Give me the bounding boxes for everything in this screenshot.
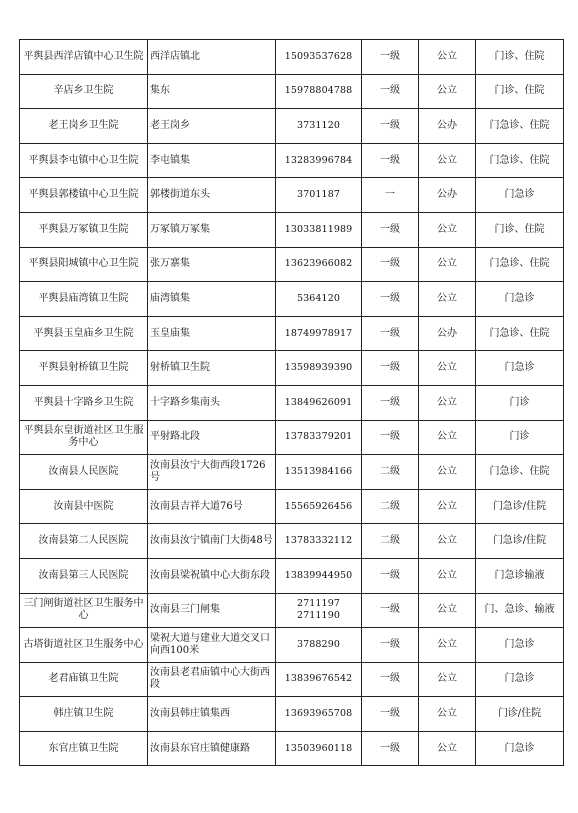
ownership-cell: 公立 — [419, 420, 476, 455]
phone-cell: 18749978917 — [276, 316, 362, 351]
service-cell: 门急诊输液 — [476, 558, 564, 593]
address-cell: 平射路北段 — [148, 420, 276, 455]
level-cell: 一级 — [362, 351, 419, 386]
hospital-name-cell: 汝南县第二人民医院 — [20, 524, 148, 559]
hospital-name-cell: 汝南县中医院 — [20, 489, 148, 524]
phone-cell: 13693965708 — [276, 697, 362, 732]
table-row — [20, 731, 564, 766]
service-cell: 门诊、住院 — [476, 212, 564, 247]
table-row — [20, 697, 564, 732]
ownership-cell: 公立 — [419, 143, 476, 178]
service-cell: 门诊、住院 — [476, 74, 564, 109]
ownership-cell: 公立 — [419, 40, 476, 75]
level-cell: 一级 — [362, 316, 419, 351]
phone-cell: 15093537628 — [276, 40, 362, 75]
hospital-name-cell: 汝南县人民医院 — [20, 455, 148, 490]
phone-cell: 3701187 — [276, 178, 362, 213]
address-cell: 汝南县东官庄镇健康路 — [148, 731, 276, 766]
address-cell: 汝南县韩庄镇集西 — [148, 697, 276, 732]
level-cell: 一级 — [362, 143, 419, 178]
ownership-cell: 公办 — [419, 316, 476, 351]
table-row — [20, 74, 564, 109]
table-row — [20, 558, 564, 593]
table-row — [20, 143, 564, 178]
level-cell: 一级 — [362, 420, 419, 455]
hospital-name-cell: 汝南县第三人民医院 — [20, 558, 148, 593]
hospital-name-cell: 平舆县郭楼镇中心卫生院 — [20, 178, 148, 213]
phone-cell: 2711197 2711190 — [276, 593, 362, 628]
table-row — [20, 351, 564, 386]
phone-cell: 13513984166 — [276, 455, 362, 490]
table-row — [20, 282, 564, 317]
address-cell: 庙湾镇集 — [148, 282, 276, 317]
ownership-cell: 公立 — [419, 524, 476, 559]
table-row — [20, 593, 564, 628]
ownership-cell: 公立 — [419, 385, 476, 420]
phone-cell: 13033811989 — [276, 212, 362, 247]
level-cell: 一级 — [362, 697, 419, 732]
table-row — [20, 109, 564, 144]
service-cell: 门、急诊、输液 — [476, 593, 564, 628]
hospital-name-cell: 平舆县玉皇庙乡卫生院 — [20, 316, 148, 351]
address-cell: 李屯镇集 — [148, 143, 276, 178]
phone-cell: 13598939390 — [276, 351, 362, 386]
level-cell: 二级 — [362, 455, 419, 490]
service-cell: 门急诊 — [476, 178, 564, 213]
ownership-cell: 公立 — [419, 662, 476, 697]
address-cell: 张万寨集 — [148, 247, 276, 282]
hospital-name-cell: 老君庙镇卫生院 — [20, 662, 148, 697]
hospital-name-cell: 辛店乡卫生院 — [20, 74, 148, 109]
ownership-cell: 公立 — [419, 558, 476, 593]
level-cell: 一级 — [362, 558, 419, 593]
service-cell: 门急诊、住院 — [476, 316, 564, 351]
table-row — [20, 524, 564, 559]
level-cell: 二级 — [362, 489, 419, 524]
hospital-name-cell: 平舆县十字路乡卫生院 — [20, 385, 148, 420]
ownership-cell: 公立 — [419, 282, 476, 317]
hospital-name-cell: 老王岗乡卫生院 — [20, 109, 148, 144]
address-cell: 汝南县汝宁大街西段1726号 — [148, 455, 276, 490]
table-row — [20, 40, 564, 75]
address-cell: 汝南县老君庙镇中心大街西段 — [148, 662, 276, 697]
service-cell: 门急诊 — [476, 628, 564, 663]
table-row — [20, 247, 564, 282]
phone-cell: 13839676542 — [276, 662, 362, 697]
service-cell: 门急诊 — [476, 282, 564, 317]
level-cell: 一级 — [362, 40, 419, 75]
table-row — [20, 489, 564, 524]
address-cell: 西洋店镇北 — [148, 40, 276, 75]
ownership-cell: 公立 — [419, 731, 476, 766]
service-cell: 门诊/住院 — [476, 697, 564, 732]
address-cell: 射桥镇卫生院 — [148, 351, 276, 386]
level-cell: 二级 — [362, 524, 419, 559]
ownership-cell: 公立 — [419, 628, 476, 663]
address-cell: 十字路乡集南头 — [148, 385, 276, 420]
service-cell: 门诊 — [476, 385, 564, 420]
level-cell: 一级 — [362, 74, 419, 109]
address-cell: 玉皇庙集 — [148, 316, 276, 351]
address-cell: 汝南县吉祥大道76号 — [148, 489, 276, 524]
hospital-name-cell: 平舆县阳城镇中心卫生院 — [20, 247, 148, 282]
ownership-cell: 公立 — [419, 489, 476, 524]
service-cell: 门急诊、住院 — [476, 247, 564, 282]
table-row — [20, 212, 564, 247]
ownership-cell: 公办 — [419, 109, 476, 144]
hospital-name-cell: 平舆县东皇街道社区卫生服务中心 — [20, 420, 148, 455]
phone-cell: 13839944950 — [276, 558, 362, 593]
service-cell: 门急诊 — [476, 731, 564, 766]
hospital-name-cell: 平舆县射桥镇卫生院 — [20, 351, 148, 386]
table-row — [20, 178, 564, 213]
level-cell: 一级 — [362, 109, 419, 144]
hospital-name-cell: 平舆县西洋店镇中心卫生院 — [20, 40, 148, 75]
hospital-table-body — [20, 40, 564, 766]
ownership-cell: 公立 — [419, 247, 476, 282]
address-cell: 汝南县汝宁镇南门大街48号 — [148, 524, 276, 559]
ownership-cell: 公立 — [419, 593, 476, 628]
service-cell: 门急诊/住院 — [476, 489, 564, 524]
address-cell: 集东 — [148, 74, 276, 109]
phone-cell: 13783379201 — [276, 420, 362, 455]
hospital-name-cell: 平舆县万冢镇卫生院 — [20, 212, 148, 247]
level-cell: 一级 — [362, 731, 419, 766]
address-cell: 郭楼街道东头 — [148, 178, 276, 213]
table-row — [20, 385, 564, 420]
ownership-cell: 公立 — [419, 455, 476, 490]
table-row — [20, 455, 564, 490]
ownership-cell: 公立 — [419, 697, 476, 732]
address-cell: 万冢镇万冢集 — [148, 212, 276, 247]
hospital-name-cell: 东官庄镇卫生院 — [20, 731, 148, 766]
ownership-cell: 公立 — [419, 351, 476, 386]
phone-cell: 13283996784 — [276, 143, 362, 178]
service-cell: 门急诊、住院 — [476, 109, 564, 144]
hospital-name-cell: 平舆县庙湾镇卫生院 — [20, 282, 148, 317]
hospital-name-cell: 韩庄镇卫生院 — [20, 697, 148, 732]
service-cell: 门急诊 — [476, 351, 564, 386]
level-cell: 一级 — [362, 662, 419, 697]
level-cell: 一级 — [362, 247, 419, 282]
level-cell: 一级 — [362, 593, 419, 628]
service-cell: 门诊 — [476, 420, 564, 455]
phone-cell: 3788290 — [276, 628, 362, 663]
hospital-name-cell: 平舆县李屯镇中心卫生院 — [20, 143, 148, 178]
level-cell: 一级 — [362, 212, 419, 247]
phone-cell: 13849626091 — [276, 385, 362, 420]
phone-cell: 3731120 — [276, 109, 362, 144]
address-cell: 汝南县三门闸集 — [148, 593, 276, 628]
service-cell: 门诊、住院 — [476, 40, 564, 75]
level-cell: 一级 — [362, 385, 419, 420]
ownership-cell: 公立 — [419, 212, 476, 247]
table-row — [20, 628, 564, 663]
phone-cell: 13783332112 — [276, 524, 362, 559]
hospital-table — [19, 39, 564, 766]
level-cell: 一级 — [362, 628, 419, 663]
level-cell: 一 — [362, 178, 419, 213]
table-row — [20, 420, 564, 455]
phone-cell: 13503960118 — [276, 731, 362, 766]
service-cell: 门急诊/住院 — [476, 524, 564, 559]
service-cell: 门急诊、住院 — [476, 143, 564, 178]
service-cell: 门急诊 — [476, 662, 564, 697]
level-cell: 一级 — [362, 282, 419, 317]
phone-cell: 15565926456 — [276, 489, 362, 524]
hospital-name-cell: 古塔街道社区卫生服务中心 — [20, 628, 148, 663]
service-cell: 门急诊、住院 — [476, 455, 564, 490]
table-row — [20, 316, 564, 351]
phone-cell: 15978804788 — [276, 74, 362, 109]
address-cell: 梁祝大道与建业大道交叉口向西100米 — [148, 628, 276, 663]
address-cell: 老王岗乡 — [148, 109, 276, 144]
ownership-cell: 公办 — [419, 178, 476, 213]
table-row — [20, 662, 564, 697]
hospital-name-cell: 三门闸街道社区卫生服务中心 — [20, 593, 148, 628]
phone-cell: 13623966082 — [276, 247, 362, 282]
ownership-cell: 公立 — [419, 74, 476, 109]
address-cell: 汝南县梁祝镇中心大街东段 — [148, 558, 276, 593]
phone-cell: 5364120 — [276, 282, 362, 317]
